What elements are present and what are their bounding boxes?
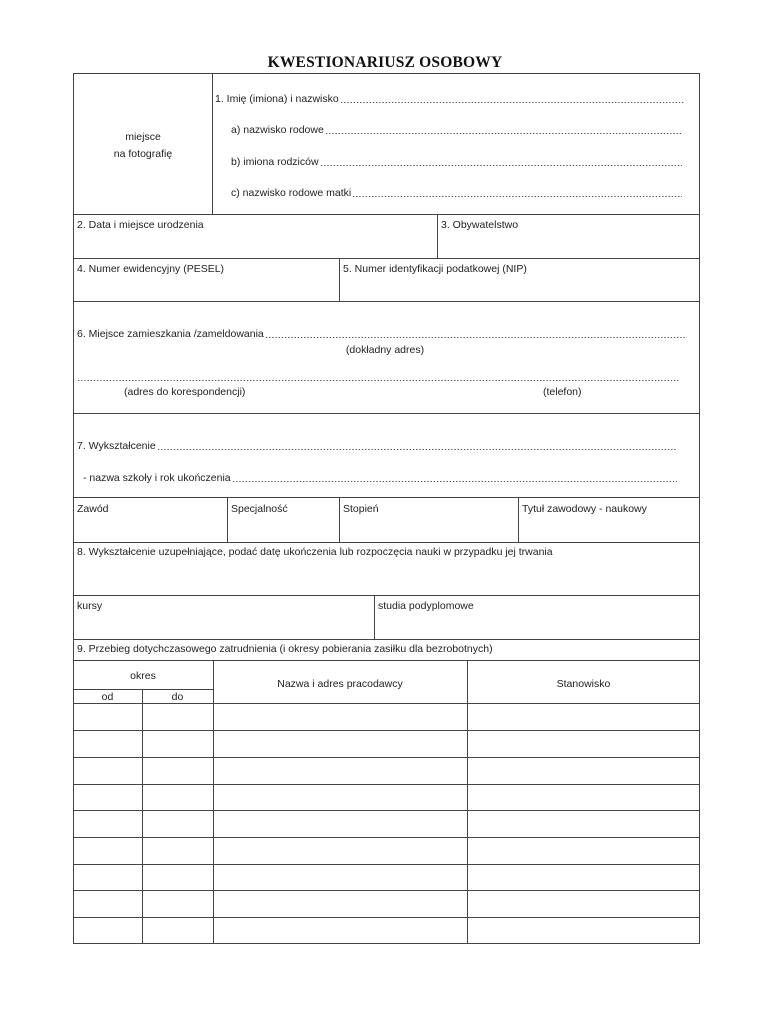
from-header: od bbox=[101, 691, 114, 703]
correspondence-address-note: (adres do korespondencji) bbox=[124, 386, 246, 398]
mother-maiden-name-label: c) nazwisko rodowe matki bbox=[231, 187, 352, 199]
photo-placeholder-line2: na fotografię bbox=[113, 148, 173, 160]
divider bbox=[73, 413, 700, 414]
degree-label: Stopień bbox=[343, 503, 379, 515]
position-header: Stanowisko bbox=[556, 678, 611, 690]
table-row bbox=[73, 917, 700, 918]
photo-divider bbox=[212, 73, 213, 214]
divider bbox=[73, 703, 700, 704]
postgraduate-label: studia podyplomowe bbox=[378, 600, 474, 612]
table-row bbox=[73, 837, 700, 838]
parents-names-label: b) imiona rodziców bbox=[231, 156, 319, 168]
courses-label: kursy bbox=[77, 600, 103, 612]
professional-title-label: Tytuł zawodowy - naukowy bbox=[522, 503, 647, 515]
employer-header: Nazwa i adres pracodawcy bbox=[277, 678, 403, 690]
residence-address-field[interactable] bbox=[77, 328, 687, 340]
divider bbox=[437, 214, 438, 258]
period-header: okres bbox=[130, 670, 156, 682]
table-row bbox=[73, 730, 700, 731]
mother-maiden-name-field[interactable] bbox=[231, 187, 682, 199]
pesel-label: 4. Numer ewidencyjny (PESEL) bbox=[77, 263, 225, 275]
specialty-label: Specjalność bbox=[231, 503, 288, 515]
nip-label: 5. Numer identyfikacji podatkowej (NIP) bbox=[343, 263, 527, 275]
divider bbox=[227, 497, 228, 542]
citizenship-label: 3. Obywatelstwo bbox=[441, 219, 519, 231]
divider bbox=[73, 639, 700, 640]
name-label: 1. Imię (imiona) i nazwisko bbox=[215, 93, 339, 105]
divider bbox=[73, 689, 213, 690]
correspondence-address-field[interactable] bbox=[77, 371, 680, 383]
divider bbox=[73, 497, 700, 498]
divider bbox=[339, 497, 340, 542]
table-row bbox=[73, 784, 700, 785]
table-row bbox=[73, 810, 700, 811]
divider bbox=[142, 689, 143, 944]
birth-date-place-label: 2. Data i miejsce urodzenia bbox=[77, 219, 204, 231]
supplementary-education-label: 8. Wykształcenie uzupełniające, podać datę ukończenia lub rozpoczęcia nauki w przypadku jej trwania bbox=[77, 546, 553, 558]
table-row bbox=[73, 890, 700, 891]
residence-label: 6. Miejsce zamieszkania /zameldowania bbox=[77, 328, 264, 340]
divider bbox=[518, 497, 519, 542]
school-name-year-label: - nazwa szkoły i rok ukończenia bbox=[83, 472, 231, 484]
to-header: do bbox=[171, 691, 184, 703]
education-label: 7. Wykształcenie bbox=[77, 440, 156, 452]
divider bbox=[73, 542, 700, 543]
school-name-year-field[interactable] bbox=[83, 472, 677, 484]
divider bbox=[73, 258, 700, 259]
table-row bbox=[73, 864, 700, 865]
photo-placeholder-line1: miejsce bbox=[125, 131, 161, 143]
divider bbox=[73, 214, 700, 215]
divider bbox=[339, 258, 340, 301]
phone-note: (telefon) bbox=[543, 386, 582, 398]
divider bbox=[73, 595, 700, 596]
education-field[interactable] bbox=[77, 440, 677, 452]
table-row bbox=[73, 757, 700, 758]
divider bbox=[374, 595, 375, 639]
form-title: KWESTIONARIUSZ OSOBOWY bbox=[267, 54, 503, 71]
profession-label: Zawód bbox=[77, 503, 109, 515]
name-field[interactable] bbox=[215, 93, 685, 105]
exact-address-note: (dokładny adres) bbox=[345, 344, 425, 356]
employment-history-label: 9. Przebieg dotychczasowego zatrudnienia (i okresy pobierania zasiłku dla bezrobotnych) bbox=[77, 643, 493, 655]
divider bbox=[73, 301, 700, 302]
parents-names-field[interactable] bbox=[231, 156, 682, 168]
maiden-name-label: a) nazwisko rodowe bbox=[231, 124, 324, 136]
maiden-name-field[interactable] bbox=[231, 124, 682, 136]
